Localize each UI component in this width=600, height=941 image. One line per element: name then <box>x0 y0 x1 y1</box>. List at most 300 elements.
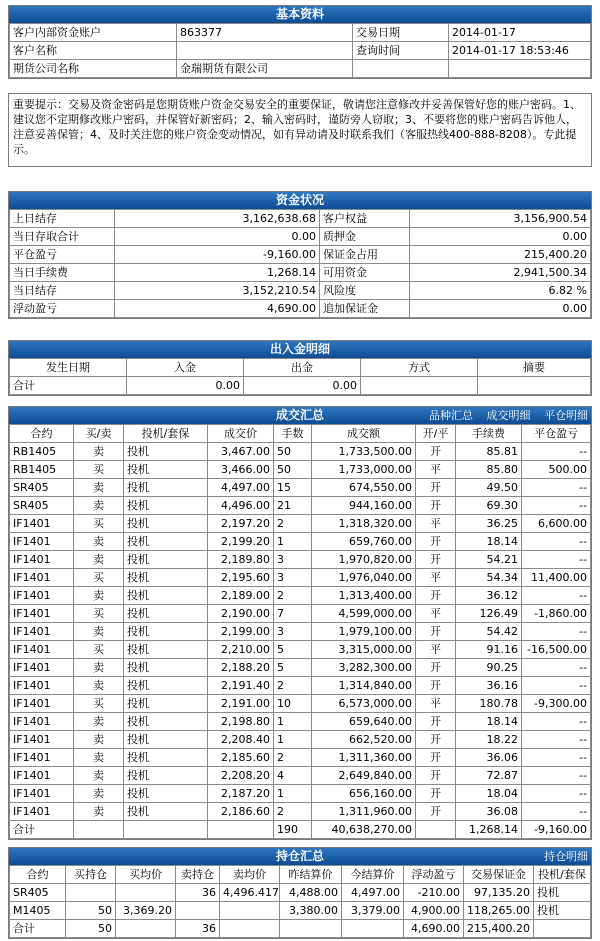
trade-cell: 卖 <box>74 803 124 821</box>
position-cell: 投机 <box>534 884 591 902</box>
position-cell: 118,265.00 <box>464 902 534 920</box>
trade-cell: 卖 <box>74 767 124 785</box>
funds-label: 可用资金 <box>320 264 410 282</box>
positions-column-header: 买持仓 <box>66 866 116 884</box>
trade-cell: -- <box>522 713 591 731</box>
trade-cell: 2,191.00 <box>208 695 274 713</box>
trade-cell: 656,160.00 <box>312 785 416 803</box>
col-withdraw: 出金 <box>244 359 361 377</box>
trade-cell: 91.16 <box>456 641 522 659</box>
query-time-label: 查询时间 <box>353 42 449 60</box>
trade-cell: 4,599,000.00 <box>312 605 416 623</box>
trade-cell: 944,160.00 <box>312 497 416 515</box>
funds-label: 平仓盈亏 <box>10 246 115 264</box>
trade-cell: 买 <box>74 515 124 533</box>
trade-cell: 2,197.20 <box>208 515 274 533</box>
funds-label: 保证金占用 <box>320 246 410 264</box>
trades-title-bar <box>9 407 591 424</box>
trade-cell: IF1401 <box>10 713 74 731</box>
col-summary: 摘要 <box>478 359 591 377</box>
trade-cell: 1,976,040.00 <box>312 569 416 587</box>
trade-cell: 126.49 <box>456 605 522 623</box>
trade-cell: 659,640.00 <box>312 713 416 731</box>
funds-label: 浮动盈亏 <box>10 300 115 318</box>
trade-cell: SR405 <box>10 479 74 497</box>
position-row <box>10 902 591 920</box>
funds-label: 当日手续费 <box>10 264 115 282</box>
trade-cell: 500.00 <box>522 461 591 479</box>
trade-cell: 674,550.00 <box>312 479 416 497</box>
trade-cell: 开 <box>416 677 456 695</box>
trades-total-cell <box>74 821 124 839</box>
position-cell: 97,135.20 <box>464 884 534 902</box>
trade-row <box>10 677 591 695</box>
trade-row <box>10 767 591 785</box>
trade-cell: 2,649,840.00 <box>312 767 416 785</box>
trade-cell: 54.21 <box>456 551 522 569</box>
trade-cell: IF1401 <box>10 731 74 749</box>
positions-column-header: 浮动盈亏 <box>404 866 464 884</box>
funds-value: 6.82 % <box>410 282 591 300</box>
trade-cell: IF1401 <box>10 587 74 605</box>
trade-cell: 开 <box>416 731 456 749</box>
trade-cell: 54.42 <box>456 623 522 641</box>
trade-cell: 平 <box>416 461 456 479</box>
positions-column-header: 投机/套保 <box>534 866 591 884</box>
trade-cell: 180.78 <box>456 695 522 713</box>
trade-cell: 2 <box>274 677 312 695</box>
trades-column-header: 买/卖 <box>74 425 124 443</box>
trade-cell: 1,311,960.00 <box>312 803 416 821</box>
trade-cell: 1 <box>274 785 312 803</box>
positions-panel <box>8 847 592 939</box>
trade-cell: 投机 <box>124 695 208 713</box>
trade-cell: 72.87 <box>456 767 522 785</box>
trade-cell: 开 <box>416 659 456 677</box>
trade-cell: 2,188.20 <box>208 659 274 677</box>
trade-cell: -- <box>522 443 591 461</box>
funds-table <box>9 209 591 318</box>
trade-cell: 买 <box>74 569 124 587</box>
trade-cell: 卖 <box>74 587 124 605</box>
trade-cell: IF1401 <box>10 641 74 659</box>
trades-column-header: 手续费 <box>456 425 522 443</box>
funds-value: 3,152,210.54 <box>115 282 320 300</box>
trade-cell: 1 <box>274 713 312 731</box>
position-cell: M1405 <box>10 902 66 920</box>
trade-cell: 平 <box>416 569 456 587</box>
deposit-withdraw-panel <box>8 340 592 396</box>
trade-row <box>10 533 591 551</box>
trade-cell: IF1401 <box>10 785 74 803</box>
position-cell <box>220 902 280 920</box>
trade-cell: -- <box>522 533 591 551</box>
trade-cell: 投机 <box>124 641 208 659</box>
funds-value: 215,400.20 <box>410 246 591 264</box>
trade-cell: 18.14 <box>456 533 522 551</box>
trade-cell: IF1401 <box>10 623 74 641</box>
positions-total-cell: 合计 <box>10 920 66 938</box>
position-cell <box>116 884 176 902</box>
funds-value: 0.00 <box>410 300 591 318</box>
funds-label: 客户权益 <box>320 210 410 228</box>
trade-cell: 1,313,400.00 <box>312 587 416 605</box>
funds-row <box>10 264 591 282</box>
trade-cell: -- <box>522 659 591 677</box>
trade-cell: RB1405 <box>10 443 74 461</box>
trades-total-cell <box>416 821 456 839</box>
funds-row <box>10 228 591 246</box>
trade-cell: 投机 <box>124 659 208 677</box>
trade-cell: 投机 <box>124 713 208 731</box>
trade-cell: 2,187.20 <box>208 785 274 803</box>
positions-header-row <box>10 866 591 884</box>
trade-cell: 买 <box>74 641 124 659</box>
trades-total-cell <box>208 821 274 839</box>
trade-cell: IF1401 <box>10 605 74 623</box>
trade-cell: 1 <box>274 533 312 551</box>
trade-cell: 买 <box>74 461 124 479</box>
trade-cell: 投机 <box>124 515 208 533</box>
position-cell: 50 <box>66 902 116 920</box>
funds-title: 资金状况 <box>9 192 591 209</box>
trade-row <box>10 497 591 515</box>
link-trade-detail[interactable]: 成交明细 <box>486 409 531 422</box>
trade-cell: 卖 <box>74 551 124 569</box>
col-method: 方式 <box>361 359 478 377</box>
trade-cell: 7 <box>274 605 312 623</box>
trade-cell: 平 <box>416 641 456 659</box>
trade-cell: 10 <box>274 695 312 713</box>
trade-cell: 卖 <box>74 659 124 677</box>
trade-cell: 开 <box>416 713 456 731</box>
trade-cell: 投机 <box>124 461 208 479</box>
trade-cell: 投机 <box>124 587 208 605</box>
trade-cell: 投机 <box>124 803 208 821</box>
trade-cell: 36.16 <box>456 677 522 695</box>
position-cell <box>176 902 220 920</box>
trade-cell: 投机 <box>124 767 208 785</box>
trade-row <box>10 605 591 623</box>
trade-cell: IF1401 <box>10 767 74 785</box>
trade-cell: -1,860.00 <box>522 605 591 623</box>
trade-cell: 平 <box>416 515 456 533</box>
trade-cell: 平 <box>416 605 456 623</box>
trade-cell: 54.34 <box>456 569 522 587</box>
trade-cell: 投机 <box>124 731 208 749</box>
trade-cell: 1,318,320.00 <box>312 515 416 533</box>
funds-panel <box>8 191 592 319</box>
trade-cell: 2 <box>274 749 312 767</box>
trade-cell: 投机 <box>124 677 208 695</box>
trade-cell: 开 <box>416 443 456 461</box>
trade-cell: 投机 <box>124 605 208 623</box>
trade-row <box>10 443 591 461</box>
positions-total-cell: 50 <box>66 920 116 938</box>
trades-total-cell: 40,638,270.00 <box>312 821 416 839</box>
trade-cell: 21 <box>274 497 312 515</box>
trade-cell: 卖 <box>74 731 124 749</box>
trade-cell: 卖 <box>74 749 124 767</box>
position-cell: 4,900.00 <box>404 902 464 920</box>
position-cell: 3,369.20 <box>116 902 176 920</box>
trade-cell: 投机 <box>124 443 208 461</box>
link-position-detail[interactable]: 持仓明细 <box>544 850 588 863</box>
trades-column-header: 平仓盈亏 <box>522 425 591 443</box>
col-date: 发生日期 <box>10 359 127 377</box>
trade-cell: 2,210.00 <box>208 641 274 659</box>
trade-row <box>10 479 591 497</box>
trade-cell: 18.14 <box>456 713 522 731</box>
trade-cell: 买 <box>74 695 124 713</box>
trade-cell: 2 <box>274 587 312 605</box>
positions-table <box>9 865 591 938</box>
trades-title: 成交汇总 <box>275 408 324 422</box>
funds-row <box>10 300 591 318</box>
trade-row <box>10 731 591 749</box>
trade-cell: 36.08 <box>456 803 522 821</box>
deposit-withdraw-table <box>9 358 591 395</box>
trade-cell: 2,189.00 <box>208 587 274 605</box>
trades-total-cell: -9,160.00 <box>522 821 591 839</box>
trade-cell: 2,208.40 <box>208 731 274 749</box>
trade-cell: 36.12 <box>456 587 522 605</box>
trade-cell: -- <box>522 497 591 515</box>
trades-column-header: 合约 <box>10 425 74 443</box>
trade-cell: -- <box>522 803 591 821</box>
trade-cell: 2,199.20 <box>208 533 274 551</box>
trade-cell: 开 <box>416 497 456 515</box>
positions-column-header: 合约 <box>10 866 66 884</box>
trade-cell: -- <box>522 767 591 785</box>
trade-cell: 4 <box>274 767 312 785</box>
trade-cell: -- <box>522 731 591 749</box>
trade-cell: -- <box>522 785 591 803</box>
positions-column-header: 今结算价 <box>342 866 404 884</box>
trade-cell: IF1401 <box>10 569 74 587</box>
position-cell: 36 <box>176 884 220 902</box>
trade-cell: 平 <box>416 695 456 713</box>
position-cell: 4,496.417 <box>220 884 280 902</box>
trade-cell: 2,199.00 <box>208 623 274 641</box>
trade-row <box>10 569 591 587</box>
trade-cell: 卖 <box>74 677 124 695</box>
trade-cell: 投机 <box>124 497 208 515</box>
trade-row <box>10 641 591 659</box>
trade-row <box>10 515 591 533</box>
basic-info-table <box>9 23 591 78</box>
funds-label: 风险度 <box>320 282 410 300</box>
trades-panel <box>8 406 592 840</box>
io-total-withdraw: 0.00 <box>244 377 361 395</box>
trade-cell: 2,191.40 <box>208 677 274 695</box>
link-close-detail[interactable]: 平仓明细 <box>544 409 588 422</box>
funds-value: 0.00 <box>115 228 320 246</box>
trade-cell: IF1401 <box>10 803 74 821</box>
trade-row <box>10 695 591 713</box>
trade-cell: 11,400.00 <box>522 569 591 587</box>
funds-label: 当日存取合计 <box>10 228 115 246</box>
trade-cell: 投机 <box>124 749 208 767</box>
client-name-label: 客户名称 <box>10 42 177 60</box>
trade-row <box>10 659 591 677</box>
trades-table <box>9 424 591 839</box>
trade-cell: 2 <box>274 515 312 533</box>
client-name-value <box>177 42 353 60</box>
trade-cell: 卖 <box>74 533 124 551</box>
trade-cell: 36.06 <box>456 749 522 767</box>
trade-cell: 3 <box>274 569 312 587</box>
funds-value: 0.00 <box>410 228 591 246</box>
trade-cell: 5 <box>274 659 312 677</box>
trades-total-cell: 合计 <box>10 821 74 839</box>
funds-value: -9,160.00 <box>115 246 320 264</box>
trade-cell: 卖 <box>74 443 124 461</box>
trade-cell: 1,733,500.00 <box>312 443 416 461</box>
positions-column-header: 昨结算价 <box>280 866 342 884</box>
positions-column-header: 买均价 <box>116 866 176 884</box>
trade-cell: -- <box>522 479 591 497</box>
trade-cell: -- <box>522 749 591 767</box>
trade-cell: IF1401 <box>10 749 74 767</box>
trade-cell: 3,315,000.00 <box>312 641 416 659</box>
trade-cell: 50 <box>274 443 312 461</box>
positions-column-header: 卖持仓 <box>176 866 220 884</box>
positions-total-cell <box>342 920 404 938</box>
company-value: 金瑞期货有限公司 <box>177 60 353 78</box>
position-cell: SR405 <box>10 884 66 902</box>
trades-total-cell <box>124 821 208 839</box>
position-cell: 4,497.00 <box>342 884 404 902</box>
trade-date-label: 交易日期 <box>353 24 449 42</box>
funds-row <box>10 246 591 264</box>
trade-cell: -- <box>522 551 591 569</box>
trade-cell: IF1401 <box>10 659 74 677</box>
trade-row <box>10 785 591 803</box>
funds-row <box>10 210 591 228</box>
trade-cell: 投机 <box>124 479 208 497</box>
funds-value: 1,268.14 <box>115 264 320 282</box>
trade-cell: 开 <box>416 551 456 569</box>
position-cell: 4,488.00 <box>280 884 342 902</box>
positions-total-cell: 215,400.20 <box>464 920 534 938</box>
trade-cell: 36.25 <box>456 515 522 533</box>
trade-cell: 投机 <box>124 551 208 569</box>
trade-cell: SR405 <box>10 497 74 515</box>
trade-cell: -- <box>522 623 591 641</box>
trade-cell: IF1401 <box>10 695 74 713</box>
trade-cell: -16,500.00 <box>522 641 591 659</box>
trade-cell: 659,760.00 <box>312 533 416 551</box>
trade-cell: 3,466.00 <box>208 461 274 479</box>
trade-cell: 15 <box>274 479 312 497</box>
notice-panel <box>8 93 592 167</box>
positions-title-bar <box>9 848 591 865</box>
account-value: 863377 <box>177 24 353 42</box>
trade-cell: 2,190.00 <box>208 605 274 623</box>
positions-column-header: 卖均价 <box>220 866 280 884</box>
trade-cell: 开 <box>416 533 456 551</box>
positions-total-cell <box>116 920 176 938</box>
trade-row <box>10 803 591 821</box>
funds-value: 3,162,638.68 <box>115 210 320 228</box>
deposit-withdraw-title: 出入金明细 <box>9 341 591 358</box>
trades-column-header: 开/平 <box>416 425 456 443</box>
trade-cell: 6,573,000.00 <box>312 695 416 713</box>
trade-cell: 开 <box>416 785 456 803</box>
trade-cell: 3 <box>274 551 312 569</box>
trade-cell: -- <box>522 677 591 695</box>
trade-cell: 18.22 <box>456 731 522 749</box>
funds-label: 质押金 <box>320 228 410 246</box>
trade-cell: 开 <box>416 749 456 767</box>
company-label: 期货公司名称 <box>10 60 177 78</box>
trade-cell: 开 <box>416 767 456 785</box>
trade-cell: 6,600.00 <box>522 515 591 533</box>
trade-cell: 卖 <box>74 623 124 641</box>
funds-value: 3,156,900.54 <box>410 210 591 228</box>
trade-cell: 662,520.00 <box>312 731 416 749</box>
trades-header-row <box>10 425 591 443</box>
positions-column-header: 交易保证金 <box>464 866 534 884</box>
trade-cell: 90.25 <box>456 659 522 677</box>
trade-cell: 投机 <box>124 623 208 641</box>
trade-cell: 85.80 <box>456 461 522 479</box>
col-deposit: 入金 <box>127 359 244 377</box>
trade-cell: 2 <box>274 803 312 821</box>
trade-cell: 4,497.00 <box>208 479 274 497</box>
positions-total-cell <box>280 920 342 938</box>
trade-cell: 投机 <box>124 533 208 551</box>
account-label: 客户内部资金账户 <box>10 24 177 42</box>
position-row <box>10 884 591 902</box>
trade-cell: 50 <box>274 461 312 479</box>
trades-column-header: 成交价 <box>208 425 274 443</box>
trade-cell: 卖 <box>74 785 124 803</box>
basic-info-title: 基本资料 <box>9 6 591 23</box>
trades-total-cell: 190 <box>274 821 312 839</box>
trade-cell: 69.30 <box>456 497 522 515</box>
trade-cell: -- <box>522 587 591 605</box>
trade-cell: 1,311,360.00 <box>312 749 416 767</box>
trade-row <box>10 713 591 731</box>
trades-column-header: 投机/套保 <box>124 425 208 443</box>
trade-cell: RB1405 <box>10 461 74 479</box>
link-product-summary[interactable]: 品种汇总 <box>429 409 473 422</box>
funds-value: 4,690.00 <box>115 300 320 318</box>
trade-cell: IF1401 <box>10 533 74 551</box>
query-time-value: 2014-01-17 18:53:46 <box>449 42 591 60</box>
io-total-deposit: 0.00 <box>127 377 244 395</box>
trade-cell: 开 <box>416 587 456 605</box>
positions-total-cell: 4,690.00 <box>404 920 464 938</box>
trade-cell: 49.50 <box>456 479 522 497</box>
trade-cell: 5 <box>274 641 312 659</box>
funds-row <box>10 282 591 300</box>
trade-cell: 卖 <box>74 713 124 731</box>
trade-row <box>10 623 591 641</box>
position-cell: 3,379.00 <box>342 902 404 920</box>
positions-total-cell: 36 <box>176 920 220 938</box>
trade-cell: 卖 <box>74 479 124 497</box>
trade-cell: 2,208.20 <box>208 767 274 785</box>
funds-label: 追加保证金 <box>320 300 410 318</box>
funds-label: 当日结存 <box>10 282 115 300</box>
trades-total-row <box>10 821 591 839</box>
trade-cell: 投机 <box>124 785 208 803</box>
trade-cell: 2,198.80 <box>208 713 274 731</box>
funds-value: 2,941,500.34 <box>410 264 591 282</box>
